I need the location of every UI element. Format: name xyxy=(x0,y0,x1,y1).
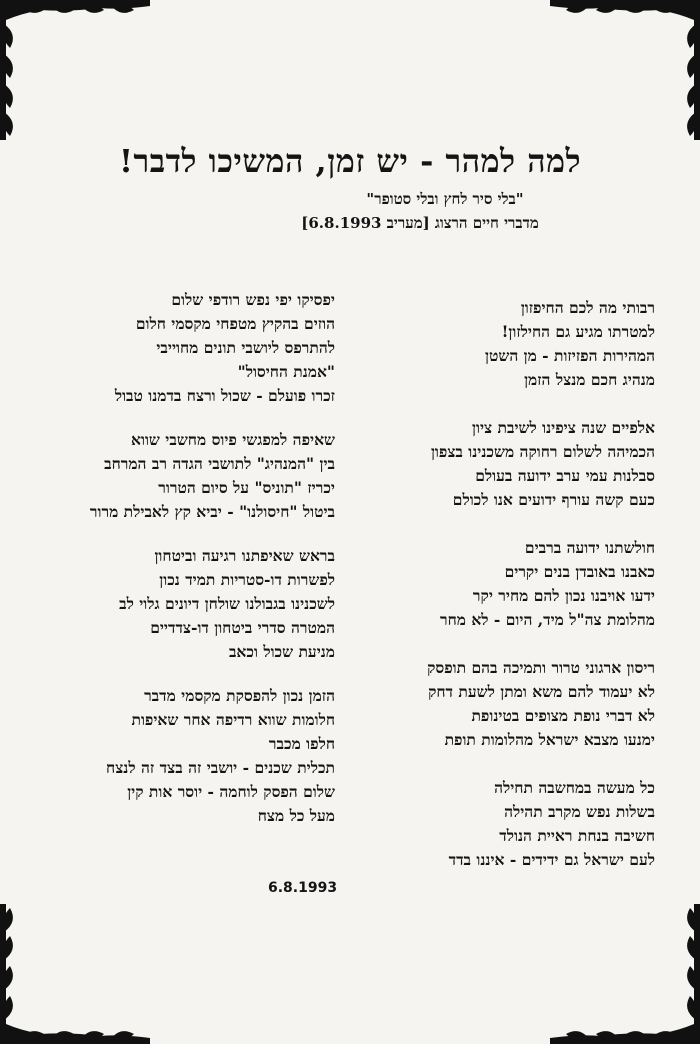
stanza xyxy=(0,684,335,828)
poem-line: ביטול "חיסולנו" - יביא קץ לאבילת מרור xyxy=(89,502,335,521)
poem-line: כעם קשה עורף ידועים אנו לכולם xyxy=(452,490,655,509)
poem-line: חשיבה בנחת ראיית הנולד xyxy=(499,826,655,845)
stanza xyxy=(345,416,655,512)
poem-line: הכמיהה לשלום רחוקה משכנינו בצפון xyxy=(430,442,655,461)
poem-line: מעל כל מצח xyxy=(257,806,335,825)
poem-line: יפסיקו יפי נפש רודפי שלום xyxy=(171,290,335,309)
poem-line: שאיפה למפגשי פיוס מחשבי שווא xyxy=(131,430,335,449)
stanza xyxy=(0,428,335,524)
poem-byline: מדברי חיים הרצוג [מעריב 6.8.1993] xyxy=(301,214,539,232)
poem-line: תכלית שכנים - יושבי זה בצד זה לנצח xyxy=(106,758,335,777)
stanza xyxy=(345,296,655,392)
poem-line: המטרה סדרי ביטחון דו-צדדיים xyxy=(150,618,335,637)
poem-line: הוזים בהקיץ מטפחי מקסמי חלום xyxy=(135,314,335,333)
poem-line: שלום הפסק לוחמה - יוסר אות קין xyxy=(127,782,335,801)
poem-line: לא דברי נופת מצופים בטינופת xyxy=(471,706,655,725)
poem-line: הזמן נכון להפסקת מקסמי מדבר xyxy=(144,686,335,705)
poem-line: בראש שאיפתנו רגיעה וביטחון xyxy=(154,546,335,565)
poem-line: רבותי מה לכם החיפזון xyxy=(520,298,655,317)
poem-line: כאבנו באובדן בנים יקרים xyxy=(504,562,655,581)
poem-line: אלפיים שנה ציפינו לשיבת ציון xyxy=(472,418,655,437)
poem-line: ריסון ארגוני טרור ותמיכה בהם תופסק xyxy=(427,658,655,677)
poem-line: סבלנות עמי ערב ידועה בעולם xyxy=(475,466,655,485)
poem-line: ימנעו מצבא ישראל מהלומות תופת xyxy=(444,730,655,749)
poem-line: לא יעמוד להם משא ומתן לשעת דחק xyxy=(428,682,655,701)
poem-line: זכרו פועלם - שכול ורצח בדמנו טבול xyxy=(114,386,335,405)
poem-title: למה למהר - יש זמן, המשיכו לדבר! xyxy=(118,142,582,180)
poem-line: למטרתו מגיע גם החילזון! xyxy=(501,322,655,341)
leaf-ornament-bottom-left-icon xyxy=(0,904,150,1044)
poem-line: בין "המנהיג" לתושבי הגדה רב המרחב xyxy=(104,454,335,473)
poem-date: 6.8.1993 xyxy=(268,880,338,896)
leaf-ornament-bottom-right-icon xyxy=(550,904,700,1044)
stanza xyxy=(0,288,335,408)
poem-line: "אמנת החיסול" xyxy=(237,362,335,381)
poem-line: חלומות שווא רדיפה אחר שאיפות xyxy=(131,710,335,729)
leaf-ornament-top-left-icon xyxy=(0,0,150,140)
poem-line: להתרפס ליושבי תונים מחוייבי xyxy=(156,338,335,357)
poem-line: מהלומת צה"ל מיד, היום - לא מחר xyxy=(439,610,655,629)
poem-line: לשכנינו בגבולנו שולחן דיונים גלוי לב xyxy=(119,594,335,613)
poem-line: כל מעשה במחשבה תחילה xyxy=(494,778,655,797)
poem-line: מניעת שכול וכאב xyxy=(228,642,335,661)
poem-line: לעם ישראל גם ידידים - איננו בדד xyxy=(448,850,655,869)
poem-line: מנהיג חכם מנצל הזמן xyxy=(524,370,655,389)
poem-line: לפשרות דו-סטריות תמיד נכון xyxy=(159,570,335,589)
stanza xyxy=(0,544,335,664)
poem-line: יכריז "תוניס" על סיום הטרור xyxy=(158,478,335,497)
stanza xyxy=(345,656,655,752)
poem-right-column xyxy=(345,296,655,896)
stanza xyxy=(345,776,655,872)
poem-line: ידעו אויבנו נכון להם מחיר יקר xyxy=(472,586,655,605)
stanza xyxy=(345,536,655,632)
poem-line: חלפו מכבר xyxy=(268,734,335,753)
poem-line: בשלות נפש מקרב תהילה xyxy=(504,802,655,821)
poem-line: חולשתנו ידועה ברבים xyxy=(524,538,655,557)
poem-line: המהירות הפזיזות - מן השטן xyxy=(485,346,655,365)
poem-left-column xyxy=(0,288,335,848)
poem-subtitle: "בלי סיר לחץ ובלי סטופר" xyxy=(366,190,524,208)
leaf-ornament-top-right-icon xyxy=(550,0,700,140)
